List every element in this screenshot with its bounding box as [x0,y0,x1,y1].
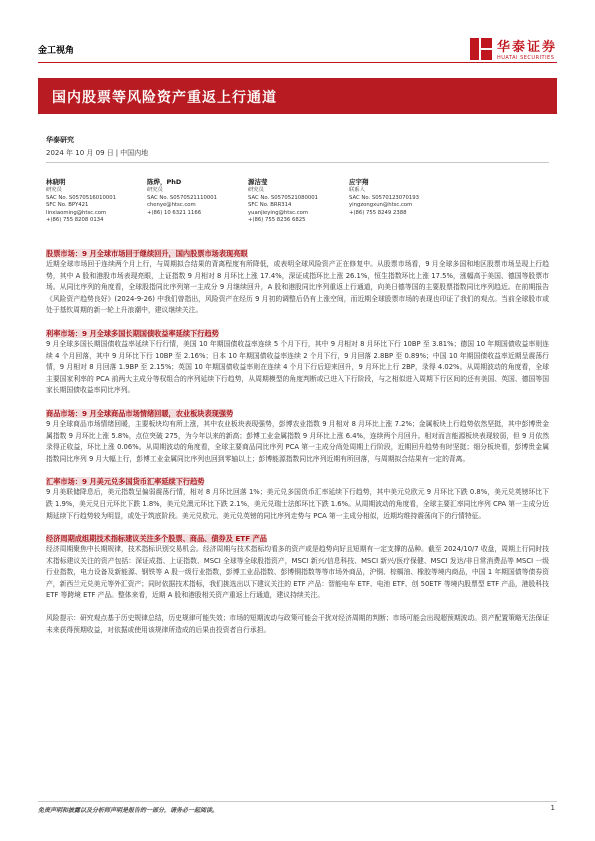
report-series-tag: 金工视角 [38,46,75,56]
huatai-logo [470,36,557,61]
section-stock-market [46,248,549,317]
author-phone: +(86) 755 8249 2388 [349,209,407,216]
header-divider [38,62,557,63]
report-title: 国内股票等风险资产重返上行通道 [52,90,277,106]
section-body: 9 月全球商品市场情绪回暖，主要板块均有所上涨，其中农业板块表现强势，彭博农业指数 9 月相对 8 月环比上涨 7.2%；金属板块上行趋势依然坚挺，其中彭博贵金属指数 9 月环比上涨 5.8%，点位突破 275，为今年以来的新高；彭博工业金属指数 9 月环比上涨 6.4%，连续两个月回升。相对而言能源板块表现较弱，但 9 月依然录得正收益，环比上涨 0.06%。从周期波动的角度看，全球主要商品同比序列 PCA 第一主成分尚处周期上行阶段，近期回升趋势有时坚挺；细分板块看，彭博贵金属指数同比序列 9 月大幅上行，彭博工业金属同比序列也回到零轴以上；彭博能源指数同比序列近期有所回落，与周期拟合结果有一定的背离。 [46,419,549,463]
author-list [46,178,551,225]
section-body: 近期全球市场回于连续两个月上行，与周期拟合结果的背离程度有所降低，或表明全球风险资产正在修复中。从股票市场看，9 月全球多国和地区股票市场呈现上行趋势，其中 A 股和港股市场表现亮眼，上证指数 9 月相对 8 月环比上涨 17.4%，深证成指环比上涨 26.1%，恒生指数环比上涨 17.5%，涨幅高于美国、德国等股票市场。从同比序列的角度看，全球股指同比序列第一主成分 9 月继续回升，A 股和港股同比序列重返上行通道，向美日德等国的主要股票指数同比序列趋近。在前期报告《风险资产趋势良好》(2024-9-26) 中我们曾指出，风险资产在经历 9 月初的调整后仍有上涨空间，而近期全球股票市场的表现也印证了我们的观点。当前全球股市或处于基钦周期的新一轮上升浪潮中，建议继续关注。 [46,260,549,315]
author-email[interactable]: yingzongxun@htsc.com [349,202,413,209]
footer-divider [38,801,557,802]
author-name: 陈烨，PhD [147,178,182,186]
section-etf-recommendations [46,533,549,602]
author-role: 研究员 [248,187,264,193]
disclaimer-text: 免责声明和披露以及分析师声明是报告的一部分，请务必一起阅读。 [38,807,219,814]
author-sfc: SFC No. BPY421 [46,202,89,209]
author-sac: SAC No. S0570516010001 [46,194,117,201]
author-role: 研究员 [46,187,62,193]
author-card [248,178,349,225]
author-sfc: SFC No. BRR314 [248,202,292,209]
section-body: 9 月美联储降息后，美元指数呈偏弱震荡行情，相对 8 月环比回落 1%；美元兑多国货币汇率延续下行趋势，其中美元兑欧元 9 月环比下跌 0.8%，美元兑英镑环比下跌 1.9%，美元兑日元环比下跌 1.8%，美元兑澳元环比下跌 2.1%，美元兑瑞士法郎环比下跌 1.6%。从周期波动的角度看，全球主要汇率同比序列 CPA 第一主成分近期延续下行趋势较为明显，或处于筑底阶段。美元兑欧元、美元兑英镑的同比序列走势与 PCA 第一主成分相似，近期均维持震荡向下的行情特征。 [46,488,549,520]
risk-warning: 风险提示：研究观点基于历史规律总结，历史规律可能失效；市场的短期波动与政策可能会干扰对经济周期的判断；市场可能会出现超预期波动。资产配置策略无法保证未来获得预期收益，对依据或使用该规律所造成的后果由投资者自行承担。 [46,614,549,634]
section-heading: 商品市场：9 月全球商品市场情绪回暖，农业板块表现强势 [46,408,234,418]
report-summary [46,248,549,636]
section-body: 9 月全球多国长期国债收益率延续下行行情，美国 10 年期国债收益率连续 5 个月下行，其中 9 月相对 8 月环比下行 10BP 至 3.81%；德国 10 年期国债收益率则连续 4 个月回落，其中 9 月环比下行 10BP 至 2.16%；日本 10 年期国债收益率连续 2 个月下行，9 月回落 2.8BP 至 0.89%；中国 10 年期国债收益率近期呈震荡行情，9 月相对 8 月回落 1.9BP 至 2.15%；英国 10 年期国债收益率则在连续 4 个月下行后迎来回升，9 月环比上行 2BP，录得 4.02%。从周期波动的角度看，全球主要国家利率的 PCA 前两大主成分等权组合的序列延续下行趋势，从周期模型的角度判断或已进入下行阶段，与之相似进入周期下行区间的还有美国、英国、德国等国家长期国债收益率同比序列。 [46,339,549,395]
report-region: 中国内地 [120,149,149,157]
author-sac: SAC No. S0570521110001 [147,194,218,201]
logo-en-text: HUATAI SECURITIES [496,55,555,61]
section-body: 经济周期聚焦中长期规律，技术指标识别交易机会。经济周期与技术指标均看多的资产或是趋势向好且短期有一定支撑的品种。截至 2024/10/7 收盘，周期上行同时技术指标建议关注的资产包括：深证成指、上证指数、MSCI 全球等全球股指资产，MSCI 新兴/信息科技、MSCI 新兴/医疗保健、MSCI 发达/非日常消费品等 MSCI 一级行业指数，电力设备及新能源、钢铁等 A 股一级行业指数，彭博工业品指数、彭博铜指数等等市场外商品，沪铜、棕榈油、橡胶等境内商品，中国 1 年期国债等债券资产，新西兰元兑美元等外汇资产；同时依据技术指标，我们挑选出以下建议关注的 ETF 产品：智能电车 ETF、电池 ETF、创 50ETF 等境内股票型 ETF 产品，港股科技 ETF 等跨境 ETF 产品。整体来看，近期 A 股和港股相关资产重返上行通道，建议持续关注。 [46,545,549,600]
author-card [147,178,248,225]
section-heading: 股票市场：9 月全球市场回于继续回升，国内股票市场表现亮眼 [46,249,248,258]
author-name: 应宇翔 [349,178,369,186]
section-rates-market [46,328,549,397]
section-commodity-market [46,408,549,465]
section-heading: 利率市场：9 月全球多国长期国债收益率延续下行趋势 [46,328,219,338]
author-sac: SAC No. S0570123070193 [349,194,420,201]
logo-cn-text: 华泰证券 [496,40,557,55]
author-name: 林晓明 [46,178,66,186]
author-phone: +(86) 10 6321 1166 [147,209,202,216]
author-phone: +(86) 755 8208 0134 [46,217,104,224]
section-fx-market [46,476,549,522]
report-category: 华泰研究 [46,136,74,144]
section-heading: 汇率市场：9 月美元兑多国货币汇率延续下行趋势 [46,477,205,487]
author-name: 源洁莹 [248,178,268,186]
huatai-logo-icon [470,38,492,60]
author-email[interactable]: yuanjieying@htsc.com [248,209,309,216]
author-role: 联系人 [349,187,365,193]
author-card [46,178,147,225]
title-banner [38,78,557,114]
author-phone: +(86) 755 8236 6825 [248,217,306,224]
author-email[interactable]: linxiaoming@htsc.com [46,209,107,216]
section-heading: 经济周期成组期技术指标建议关注多个股票、商品、债券及 ETF 产品 [46,534,267,544]
report-date: 2024 年 10 月 09 日 [46,149,114,157]
author-role: 研究员 [147,187,163,193]
page-number: 1 [550,804,555,812]
authors-divider [46,162,549,163]
author-email[interactable]: chenye@htsc.com [147,202,196,209]
author-card [349,178,450,225]
report-date-line: 2024 年 10 月 09 日 | 中国内地 [46,149,149,157]
author-sac: SAC No. S0570521080001 [248,194,319,201]
